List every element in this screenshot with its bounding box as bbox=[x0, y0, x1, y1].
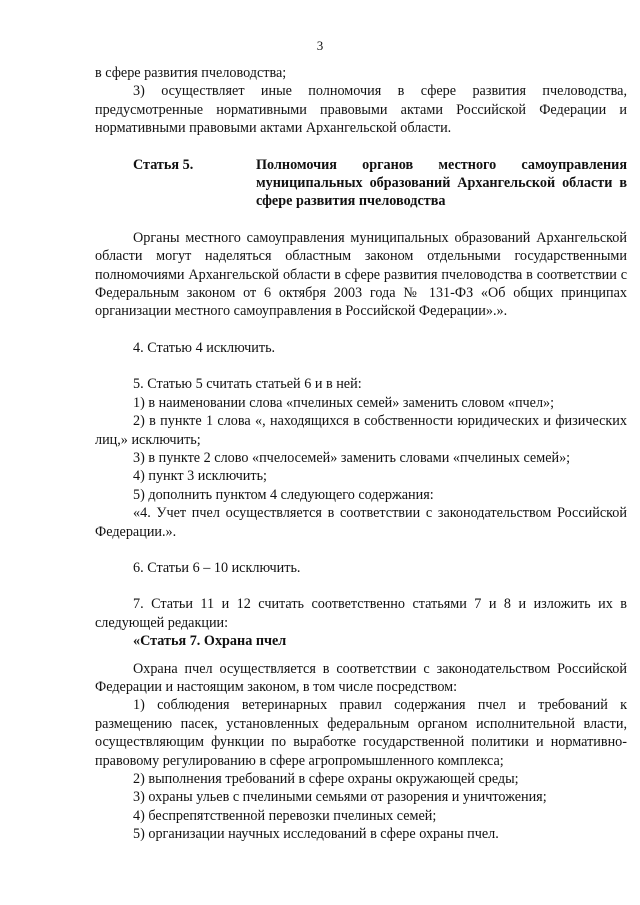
paragraph: 7. Статьи 11 и 12 считать соответственно статьями 7 и 8 и изложить их в следующей редакции: bbox=[95, 596, 627, 631]
list-item: 1) в наименовании слова «пчелиных семей» заменить словом «пчел»; bbox=[133, 394, 555, 411]
document-body bbox=[95, 64, 627, 844]
list-item: 5) дополнить пунктом 4 следующего содержания: bbox=[133, 486, 434, 503]
paragraph: Охрана пчел осуществляется в соответствии с законодательством Российской Федерации и настоящим законом, в том числе посредством: bbox=[95, 660, 627, 695]
list-item: 2) выполнения требований в сфере охраны окружающей среды; bbox=[133, 771, 519, 787]
article-7-heading: «Статья 7. Охрана пчел bbox=[133, 633, 287, 650]
paragraph: 4. Статью 4 исключить. bbox=[133, 339, 276, 356]
list-item: 5) организации научных исследований в сфере охраны пчел. bbox=[133, 826, 499, 843]
paragraph: Органы местного самоуправления муниципальных образований Архангельской области могут наделяться областным законом отдельными государственными полномочиями Архангельской области в сфере развития пчеловодства в соответствии с Федеральным законом от 6 октября 2003 года № 131-ФЗ «Об общих принципах организации местного самоуправления в Российской Федерации».». bbox=[95, 229, 627, 320]
list-item: 1) соблюдения ветеринарных правил содержания пчел и требований к размещению пасек, установленных федеральным органом исполнительной власти, осуществляющим функции по выработке государственной политики и нормативно-правовому регулированию в сфере агропромышленного комплекса; bbox=[95, 697, 627, 769]
list-item: 2) в пункте 1 слова «, находящихся в собственности юридических и физических лиц,» исключить; bbox=[95, 413, 627, 448]
article-5-label: Статья 5. bbox=[133, 156, 194, 173]
list-item: «4. Учет пчел осуществляется в соответствии с законодательством Российской Федерации.». bbox=[95, 505, 627, 540]
paragraph: 6. Статьи 6 – 10 исключить. bbox=[133, 559, 301, 576]
list-item: 4) пункт 3 исключить; bbox=[133, 468, 267, 485]
list-item: 4) беспрепятственной перевозки пчелиных семей; bbox=[133, 807, 437, 824]
list-item: 3) охраны ульев с пчелиными семьями от разорения и уничтожения; bbox=[133, 789, 547, 806]
article-5-heading bbox=[95, 156, 627, 211]
paragraph: 3) осуществляет иные полномочия в сфере развития пчеловодства, предусмотренные нормативными правовыми актами Российской Федерации и нормативными правовыми актами Архангельской области. bbox=[95, 83, 627, 137]
paragraph: 5. Статью 5 считать статьей 6 и в ней: bbox=[133, 376, 362, 393]
page-number: 3 bbox=[316, 38, 324, 53]
paragraph: в сфере развития пчеловодства; bbox=[95, 65, 287, 81]
article-5-title: Полномочия органов местного самоуправления муниципальных образований Архангельской области в сфере развития пчеловодства bbox=[256, 156, 627, 210]
list-item: 3) в пункте 2 слово «пчелосемей» заменить словами «пчелиных семей»; bbox=[133, 449, 571, 466]
